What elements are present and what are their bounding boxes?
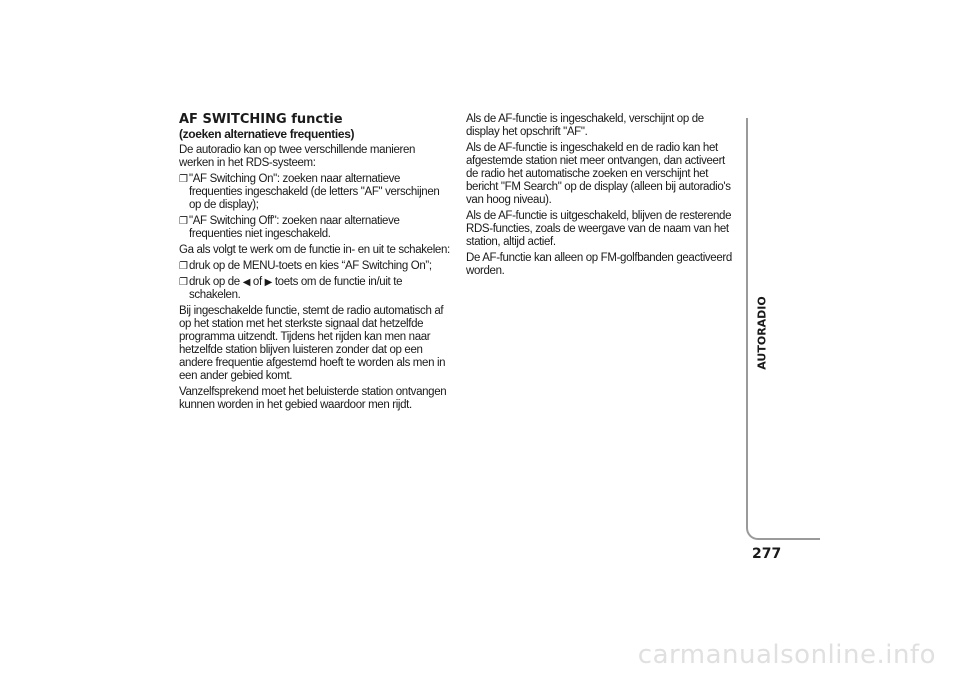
body-paragraph: Als de AF-functie is ingeschakeld, verschijnt op de display het opschrift "AF". xyxy=(466,113,704,138)
body-paragraph: De AF-functie kan alleen op FM-golfbanden geactiveerd worden. xyxy=(466,252,732,277)
step2-text-a: druk op de xyxy=(189,276,243,288)
checkbox-bullet-icon: ❐ xyxy=(179,174,188,185)
body-paragraph: Als de AF-functie is ingeschakeld en de radio kan het afgestemde station niet meer ontvangen, dan activeert de radio het automatische zoeken en verschijnt het bericht "FM Search" op de display (alleen bij autoradio's van hoog niveau). xyxy=(466,142,731,206)
checkbox-bullet-icon: ❐ xyxy=(179,261,188,272)
section-title: AF SWITCHING functie xyxy=(179,112,343,127)
step2-text-b: toets om de functie in/uit te schakelen. xyxy=(189,276,403,301)
body-paragraph: Vanzelfsprekend moet het beluisterde station ontvangen kunnen worden in het gebied waardoor men rijdt. xyxy=(179,386,447,411)
right-column xyxy=(466,113,738,281)
step2-text-of: of xyxy=(250,276,265,288)
sidebar-section-label xyxy=(755,298,769,368)
checkbox-bullet-icon: ❐ xyxy=(179,277,188,288)
checkbox-bullet-icon: ❐ xyxy=(179,216,188,227)
list-item-text: druk op de MENU-toets en kies “AF Switching On”; xyxy=(189,260,432,272)
steps-intro: Ga als volgt te werk om de functie in- en uit te schakelen: xyxy=(179,244,450,256)
sidebar-section-text: AUTORADIO xyxy=(755,296,769,370)
section-subtitle: (zoeken alternatieve frequenties) xyxy=(179,127,355,141)
list-item xyxy=(179,260,451,273)
right-arrow-icon: ▶ xyxy=(264,277,272,288)
body-paragraph: Als de AF-functie is uitgeschakeld, blijven de resterende RDS-functies, zoals de weergave van de naam van het station, altijd actief. xyxy=(466,210,732,248)
left-arrow-icon: ◀ xyxy=(242,277,251,288)
list-item xyxy=(179,276,451,302)
list-item xyxy=(179,215,451,241)
left-column xyxy=(179,113,451,415)
list-item xyxy=(179,173,451,212)
body-paragraph: Bij ingeschakelde functie, stemt de radio automatisch af op het station met het sterkste signaal dat hetzelfde programma uitzendt. Tijdens het rijden kan men naar hetzelfde station blijven luisteren zonder dat op een andere frequentie afgestemd hoeft te worden als men in een ander gebied komt. xyxy=(179,305,446,382)
list-item-text: "AF Switching Off": zoeken naar alternatieve frequenties niet ingeschakeld. xyxy=(189,215,400,240)
page-number: 277 xyxy=(752,546,782,562)
list-item-text: "AF Switching On": zoeken naar alternatieve frequenties ingeschakeld (de letters "AF" verschijnen op de display); xyxy=(189,173,440,211)
watermark: carmanualsonline.info xyxy=(637,640,936,670)
list-item-text xyxy=(189,276,402,301)
intro-paragraph: De autoradio kan op twee verschillende manieren werken in het RDS-systeem: xyxy=(179,144,416,169)
